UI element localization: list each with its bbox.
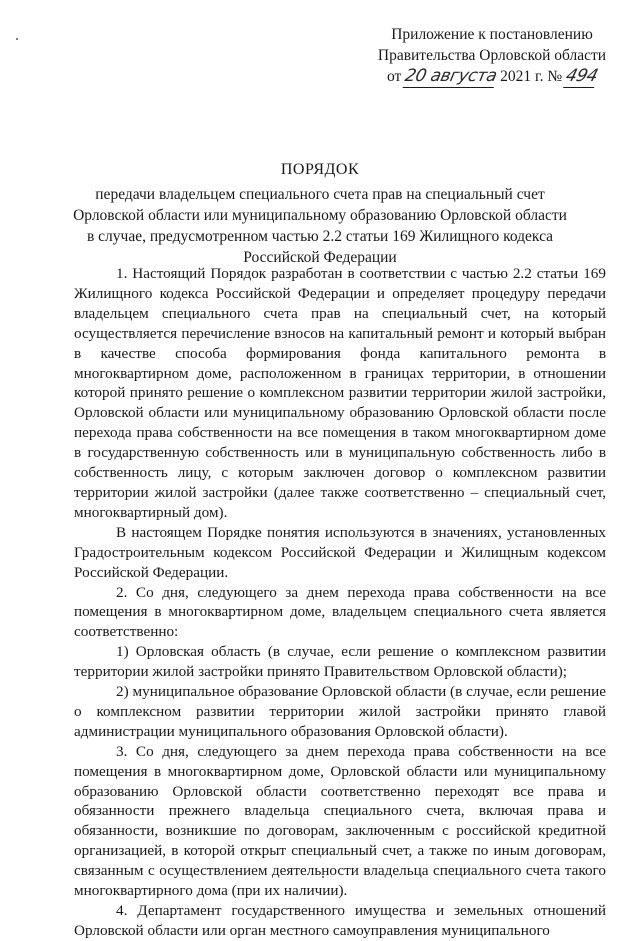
document-heading	[70, 159, 570, 268]
date-prefix: от	[386, 68, 402, 85]
heading-line: Российской Федерации	[243, 249, 397, 266]
scan-speck	[16, 38, 18, 40]
annex-line-2: Правительства Орловской области	[377, 47, 607, 64]
document-title: ПОРЯДОК	[280, 161, 360, 178]
heading-line: в случае, предусмотренном частью 2.2 статьи 169 Жилищного кодекса	[86, 228, 554, 245]
paragraph-definitions: В настоящем Порядке понятия используются в значениях, установленных Градостроительным кодексом Российской Федерации и Жилищным кодексом Российской Федерации.	[74, 523, 606, 581]
heading-line: Орловской области или муниципальному образованию Орловской области	[73, 207, 567, 224]
paragraph-2: 2. Со дня, следующего за днем перехода права собственности на все помещения в многоквартирном доме, владельцем специального счета является соответственно:	[74, 583, 606, 641]
paragraph-1: 1. Настоящий Порядок разработан в соответствии с частью 2.2 статьи 169 Жилищного кодекса Российской Федерации и определяет процедуру передачи владельцем специального счета прав на специальный счет, на который осуществляется перечисление взносов на капитальный ремонт и который выбран в качестве способа формирования фонда капитального ремонта в многоквартирном доме, расположенном в границах территории, в отношении которой принято решение о комплексном развитии территории жилой застройки, Орловской области или муниципальному образованию Орловской области после перехода права собственности на все помещения в таком многоквартирном доме в государственную собственность или в муниципальную собственность либо в собственность лицу, с которым заключен договор о комплексном развитии территории жилой застройки (далее также соответственно – специальный счет, многоквартирный дом).	[74, 265, 606, 521]
heading-line: передачи владельцем специального счета прав на специальный счет	[95, 186, 545, 203]
annex-date-line	[372, 66, 612, 88]
handwritten-date: 20 августа	[403, 66, 499, 86]
subitem-2-1: 1) Орловская область (в случае, если решение о комплексном развитии территории жилой застройки принято Правительством Орловской области);	[74, 643, 606, 681]
annex-block	[372, 24, 612, 88]
date-suffix: 2021 г. №	[500, 68, 563, 85]
annex-line-1: Приложение к постановлению	[391, 26, 593, 43]
document-body	[74, 264, 606, 941]
subitem-2-2: 2) муниципальное образование Орловской области (в случае, если решение о комплексном развитии территории жилой застройки принято главой администрации муниципального образования Орловской области).	[74, 683, 606, 740]
paragraph-3: 3. Со дня, следующего за днем перехода права собственности на все помещения в многоквартирном доме, Орловской области или муниципальному образованию Орловской области соответственно переходят все права и обязанности прежнего владельца специального счета, включая права и обязанности, возникшие по договорам, заключенным с российской кредитной организацией, в которой открыт специальный счет, а также по иным договорам, связанным с осуществлением деятельности владельца специального счета такого многоквартирного дома (при их наличии).	[74, 742, 606, 900]
handwritten-number: 494	[563, 66, 600, 86]
paragraph-4: 4. Департамент государственного имущества и земельных отношений Орловской области или орган местного самоуправления муниципального	[74, 902, 606, 939]
